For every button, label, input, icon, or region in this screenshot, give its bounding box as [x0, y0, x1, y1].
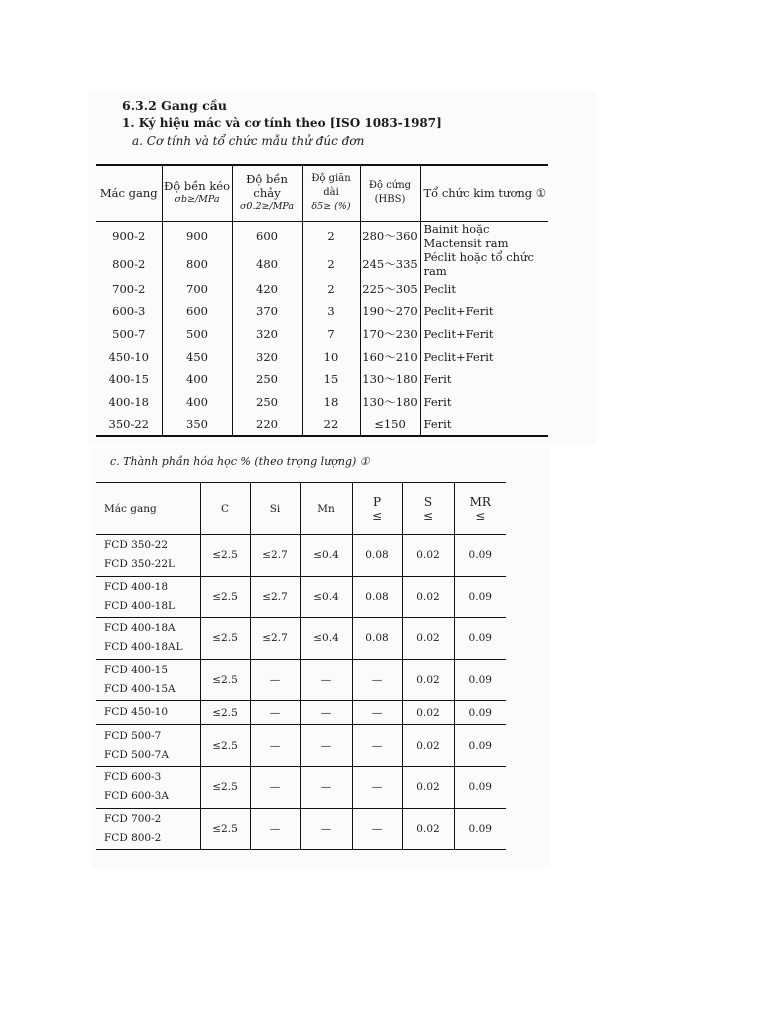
cell-si: ≤2.7 [250, 535, 300, 577]
cell-hardness: 160～210 [360, 345, 420, 368]
cell-tensile: 500 [162, 323, 232, 346]
table-row [96, 278, 548, 301]
cell-yield: 220 [232, 413, 302, 436]
grade-label: FCD 400-18A [104, 622, 176, 635]
grade-label: FCD 400-18 [104, 580, 169, 593]
grade-label: FCD 400-15 [104, 664, 169, 677]
cell-si: — [250, 725, 300, 767]
cell-p: 0.08 [352, 535, 402, 577]
grade-label: FCD 600-3 [104, 771, 162, 784]
cell-s: 0.02 [402, 535, 454, 577]
cell-yield: 250 [232, 368, 302, 391]
cell-grade [96, 701, 200, 725]
section-heading: 6.3.2 Gang cầu [122, 98, 227, 113]
cell-si: — [250, 808, 300, 850]
cell-tensile: 400 [162, 390, 232, 413]
chemical-composition-table [96, 482, 506, 850]
cell-mn: ≤0.4 [300, 618, 352, 660]
table2-subtitle: c. Thành phần hóa học % (theo trọng lượng) ① [110, 455, 370, 468]
table-row [96, 250, 548, 278]
cell-mg: 0.09 [454, 576, 506, 618]
cell-yield: 480 [232, 250, 302, 278]
grade-label: FCD 500-7 [104, 729, 162, 742]
cell-p: 0.08 [352, 618, 402, 660]
cell-mn: — [300, 701, 352, 725]
cell-grade: 350-22 [108, 416, 149, 431]
cell-structure: Ferit [420, 368, 548, 391]
cell-tensile: 700 [162, 278, 232, 301]
table-row [96, 659, 506, 701]
cell-hardness: 170～230 [360, 323, 420, 346]
grade-label: FCD 350-22 [104, 539, 169, 552]
table-row [96, 766, 506, 808]
cell-structure: Bainit hoặc Mactensit ram [420, 221, 548, 250]
cell-yield: 320 [232, 323, 302, 346]
cell-mn: — [300, 725, 352, 767]
header-elongation: Độ giãn dài δ5≥ (%) [302, 165, 360, 221]
cell-elongation: 2 [302, 221, 360, 250]
cell-mg: 0.09 [454, 618, 506, 660]
cell-structure: Peclit+Ferit [420, 345, 548, 368]
table1-header-row [96, 165, 548, 221]
table-row [96, 808, 506, 850]
cell-grade: 800-2 [112, 256, 146, 271]
cell-mg: 0.09 [454, 808, 506, 850]
cell-tensile: 600 [162, 300, 232, 323]
cell-hardness: ≤150 [360, 413, 420, 436]
cell-s: 0.02 [402, 808, 454, 850]
cell-tensile: 800 [162, 250, 232, 278]
grade-label: FCD 500-7A [104, 748, 169, 761]
grade-label: FCD 400-18AL [104, 641, 183, 654]
header-grade: Mác gang [99, 186, 158, 201]
grade-label: FCD 600-3A [104, 790, 169, 803]
cell-mg: 0.09 [454, 659, 506, 701]
header-yield: Độ bền chảy σ0.2≥/MPa [232, 165, 302, 221]
cell-yield: 250 [232, 390, 302, 413]
cell-s: 0.02 [402, 725, 454, 767]
cell-hardness: 225～305 [360, 278, 420, 301]
cell-p: — [352, 766, 402, 808]
header-hardness: Độ cứng (HBS) [360, 165, 420, 221]
cell-elongation: 10 [302, 345, 360, 368]
mechanical-properties-table [96, 164, 548, 437]
table-row [96, 725, 506, 767]
cell-tensile: 350 [162, 413, 232, 436]
cell-grade: 400-15 [108, 372, 149, 387]
cell-si: — [250, 701, 300, 725]
cell-mg: 0.09 [454, 766, 506, 808]
cell-tensile: 400 [162, 368, 232, 391]
header-mg: MR ≤ [454, 483, 506, 535]
cell-elongation: 18 [302, 390, 360, 413]
cell-yield: 420 [232, 278, 302, 301]
cell-c: ≤2.5 [200, 659, 250, 701]
cell-mn: — [300, 808, 352, 850]
cell-grade [96, 725, 200, 767]
cell-c: ≤2.5 [200, 535, 250, 577]
cell-structure: Peclit+Ferit [420, 323, 548, 346]
cell-grade: 400-18 [108, 394, 149, 409]
cell-hardness: 280～360 [360, 221, 420, 250]
header-si: Si [250, 483, 300, 535]
table-row [96, 390, 548, 413]
cell-hardness: 130～180 [360, 368, 420, 391]
header-structure: Tổ chức kim tương ① [420, 165, 548, 221]
cell-c: ≤2.5 [200, 618, 250, 660]
cell-elongation: 2 [302, 278, 360, 301]
cell-elongation: 7 [302, 323, 360, 346]
cell-si: — [250, 766, 300, 808]
cell-p: — [352, 725, 402, 767]
cell-hardness: 130～180 [360, 390, 420, 413]
cell-grade: 900-2 [112, 228, 146, 243]
cell-p: — [352, 808, 402, 850]
cell-s: 0.02 [402, 659, 454, 701]
cell-grade: 700-2 [112, 281, 146, 296]
cell-p: — [352, 659, 402, 701]
cell-elongation: 22 [302, 413, 360, 436]
table-row [96, 345, 548, 368]
cell-elongation: 2 [302, 250, 360, 278]
cell-yield: 600 [232, 221, 302, 250]
cell-grade [96, 659, 200, 701]
cell-yield: 370 [232, 300, 302, 323]
header-p: P ≤ [352, 483, 402, 535]
table-row [96, 368, 548, 391]
cell-c: ≤2.5 [200, 725, 250, 767]
table-row [96, 535, 506, 577]
cell-mg: 0.09 [454, 725, 506, 767]
cell-c: ≤2.5 [200, 576, 250, 618]
grade-label: FCD 350-22L [104, 558, 175, 571]
header-s: S ≤ [402, 483, 454, 535]
cell-grade [96, 576, 200, 618]
cell-si: ≤2.7 [250, 618, 300, 660]
cell-c: ≤2.5 [200, 701, 250, 725]
cell-mg: 0.09 [454, 701, 506, 725]
cell-elongation: 15 [302, 368, 360, 391]
cell-mg: 0.09 [454, 535, 506, 577]
cell-grade [96, 618, 200, 660]
document-title: 1. Ký hiệu mác và cơ tính theo [ISO 1083-1987] [122, 116, 442, 130]
table-row [96, 323, 548, 346]
table-row [96, 413, 548, 436]
cell-s: 0.02 [402, 576, 454, 618]
header-grade: Mác gang [104, 502, 157, 515]
grade-label: FCD 400-18L [104, 599, 175, 612]
footnote-marker: ① [535, 186, 547, 201]
cell-structure: Ferit [420, 390, 548, 413]
cell-grade [96, 766, 200, 808]
table-row [96, 221, 548, 250]
grade-label: FCD 400-15A [104, 683, 176, 696]
cell-c: ≤2.5 [200, 808, 250, 850]
cell-grade: 500-7 [112, 326, 146, 341]
table2-header-row [96, 483, 506, 535]
cell-si: ≤2.7 [250, 576, 300, 618]
cell-structure: Peclit+Ferit [420, 300, 548, 323]
cell-si: — [250, 659, 300, 701]
cell-yield: 320 [232, 345, 302, 368]
cell-mn: ≤0.4 [300, 576, 352, 618]
table-row [96, 300, 548, 323]
grade-label: FCD 800-2 [104, 831, 162, 844]
cell-hardness: 190～270 [360, 300, 420, 323]
cell-structure: Ferit [420, 413, 548, 436]
cell-s: 0.02 [402, 766, 454, 808]
header-tensile: Độ bền kéo σb≥/MPa [162, 165, 232, 221]
cell-p: 0.08 [352, 576, 402, 618]
table1-subtitle: a. Cơ tính và tổ chức mẫu thử đúc đơn [132, 134, 365, 148]
cell-mn: — [300, 766, 352, 808]
cell-grade [96, 535, 200, 577]
cell-mn: — [300, 659, 352, 701]
table-row [96, 576, 506, 618]
table-row [96, 618, 506, 660]
cell-hardness: 245～335 [360, 250, 420, 278]
cell-tensile: 450 [162, 345, 232, 368]
grade-label: FCD 450-10 [104, 706, 169, 719]
cell-mn: ≤0.4 [300, 535, 352, 577]
cell-structure: Péclit hoặc tổ chức ram [420, 250, 548, 278]
cell-p: — [352, 701, 402, 725]
cell-structure: Peclit [420, 278, 548, 301]
cell-grade: 600-3 [112, 304, 146, 319]
cell-tensile: 900 [162, 221, 232, 250]
cell-grade: 450-10 [108, 349, 149, 364]
grade-label: FCD 700-2 [104, 812, 162, 825]
header-c: C [200, 483, 250, 535]
cell-c: ≤2.5 [200, 766, 250, 808]
cell-s: 0.02 [402, 618, 454, 660]
cell-s: 0.02 [402, 701, 454, 725]
table-row [96, 701, 506, 725]
header-mn: Mn [300, 483, 352, 535]
cell-elongation: 3 [302, 300, 360, 323]
cell-grade [96, 808, 200, 850]
